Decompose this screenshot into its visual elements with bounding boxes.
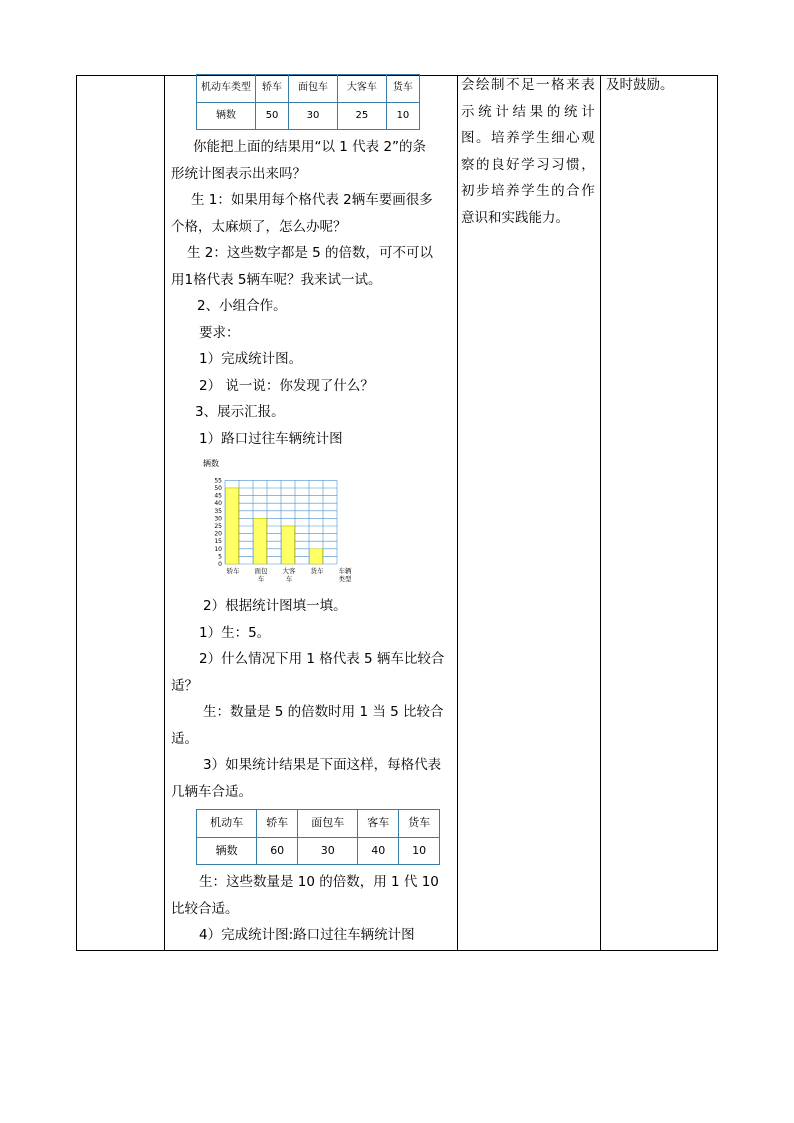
table-header-cell: 机动车 [197, 810, 257, 838]
table-header-cell: 货车 [386, 75, 419, 103]
y-axis-label: 辆数 [203, 459, 219, 468]
column-divider [457, 75, 458, 951]
x-tick-label: 轿车 [226, 567, 240, 575]
table-cell: 25 [337, 102, 386, 130]
paragraph-line: 生：这些数量是 10 的倍数，用 1 代 10 [199, 874, 439, 890]
x-tick-label: 车 [285, 575, 293, 583]
bar [226, 488, 239, 564]
table-cell: 50 [256, 102, 289, 130]
table-row [197, 837, 440, 865]
y-tick-label: 0 [218, 561, 222, 568]
table-cell: 辆数 [197, 837, 257, 865]
y-tick-label: 55 [214, 477, 222, 485]
paragraph-line: 察的良好学习习惯， [461, 156, 595, 173]
y-tick-label: 40 [214, 500, 222, 508]
paragraph-line: 4）完成统计图:路口过往车辆统计图 [199, 927, 415, 943]
table-row [197, 102, 420, 130]
bar [282, 526, 295, 564]
paragraph-line: 2）根据统计图填一填。 [203, 598, 347, 614]
table-header-cell: 大客车 [337, 75, 386, 103]
table-header-cell: 货车 [399, 810, 440, 838]
paragraph-line: 3、展示汇报。 [195, 404, 285, 420]
paragraph-line: 生 2：这些数字都是 5 的倍数，可不可以 [187, 245, 434, 261]
paragraph-line: 2） 说一说：你发现了什么？ [199, 377, 374, 394]
table-cell: 60 [257, 837, 298, 865]
paragraph-line: 形统计图表示出来吗？ [171, 165, 306, 182]
teaching-process-column [171, 72, 453, 949]
paragraph-line: 1）路口过往车辆统计图 [199, 430, 343, 447]
x-axis-label: 类型 [338, 575, 352, 583]
paragraph-line: 生：数量是 5 的倍数时用 1 当 5 比较合 [203, 704, 444, 720]
table-header-cell: 面包车 [298, 810, 358, 838]
bar-chart-svg [201, 456, 401, 591]
paragraph-line: 示统计结果的统计 [461, 103, 595, 120]
table-header-cell: 轿车 [257, 810, 298, 838]
paragraph-line: 要求： [199, 324, 240, 341]
y-tick-label: 5 [218, 553, 222, 561]
paragraph-line: 图。培养学生细心观 [461, 130, 595, 146]
y-tick-label: 15 [214, 538, 222, 546]
x-tick-label: 大客 [282, 567, 296, 575]
bar [310, 549, 323, 564]
table-cell: 10 [399, 837, 440, 865]
vehicle-bar-chart [201, 456, 401, 591]
y-tick-label: 50 [214, 485, 222, 492]
table-header-row [197, 810, 440, 838]
vehicle-count-table-2 [196, 809, 440, 865]
table-cell: 40 [358, 837, 399, 865]
x-tick-label: 货车 [310, 567, 324, 575]
table-cell: 30 [289, 102, 338, 130]
paragraph-line: 初步培养学生的合作 [461, 183, 595, 199]
table-cell: 30 [298, 837, 358, 865]
column-divider [600, 75, 601, 951]
table-header-row [197, 75, 420, 103]
paragraph-line: 用1格代表 5辆车呢？我来试一试。 [171, 271, 382, 288]
table-cell: 辆数 [197, 102, 256, 130]
paragraph-line: 几辆车合适。 [171, 783, 252, 800]
y-tick-label: 45 [214, 492, 222, 500]
x-tick-label: 车 [257, 575, 265, 583]
paragraph-line: 适？ [171, 677, 198, 694]
table-header-cell: 面包车 [289, 75, 338, 103]
paragraph-line: 1）生：5。 [199, 624, 271, 641]
y-tick-label: 35 [214, 507, 222, 515]
bar [254, 518, 267, 564]
design-intent-column [461, 72, 595, 231]
y-tick-label: 10 [214, 545, 222, 553]
table-header-cell: 轿车 [256, 75, 289, 103]
paragraph-line: 及时鼓励。 [606, 77, 674, 93]
y-tick-label: 20 [214, 530, 222, 538]
paragraph-line: 你能把上面的结果用“以 1 代表 2”的条 [193, 139, 427, 155]
table-cell: 10 [386, 102, 419, 130]
paragraph-line: 适。 [171, 730, 198, 747]
paragraph-line: 1）完成统计图。 [199, 351, 303, 367]
paragraph-line: 3）如果统计结果是下面这样，每格代表 [203, 757, 442, 773]
table-header-cell: 机动车类型 [197, 75, 256, 103]
table-header-cell: 客车 [358, 810, 399, 838]
paragraph-line: 会绘制不足一格来表 [461, 77, 595, 93]
notes-column [606, 72, 714, 99]
paragraph-line: 意识和实践能力。 [461, 209, 569, 226]
paragraph-line: 2）什么情况下用 1 格代表 5 辆车比较合 [199, 651, 445, 667]
y-tick-label: 25 [214, 523, 222, 530]
x-axis-label: 车辆 [338, 567, 352, 575]
paragraph-line: 生 1：如果用每个格代表 2辆车要画很多 [191, 192, 433, 208]
paragraph-line: 个格，太麻烦了，怎么办呢？ [171, 218, 347, 235]
x-tick-label: 面包 [254, 567, 268, 575]
paragraph-line: 比较合适。 [171, 900, 239, 917]
y-tick-label: 30 [214, 515, 222, 523]
paragraph-line: 2、小组合作。 [197, 298, 287, 314]
column-divider [164, 75, 165, 951]
vehicle-count-table-1 [196, 74, 420, 130]
